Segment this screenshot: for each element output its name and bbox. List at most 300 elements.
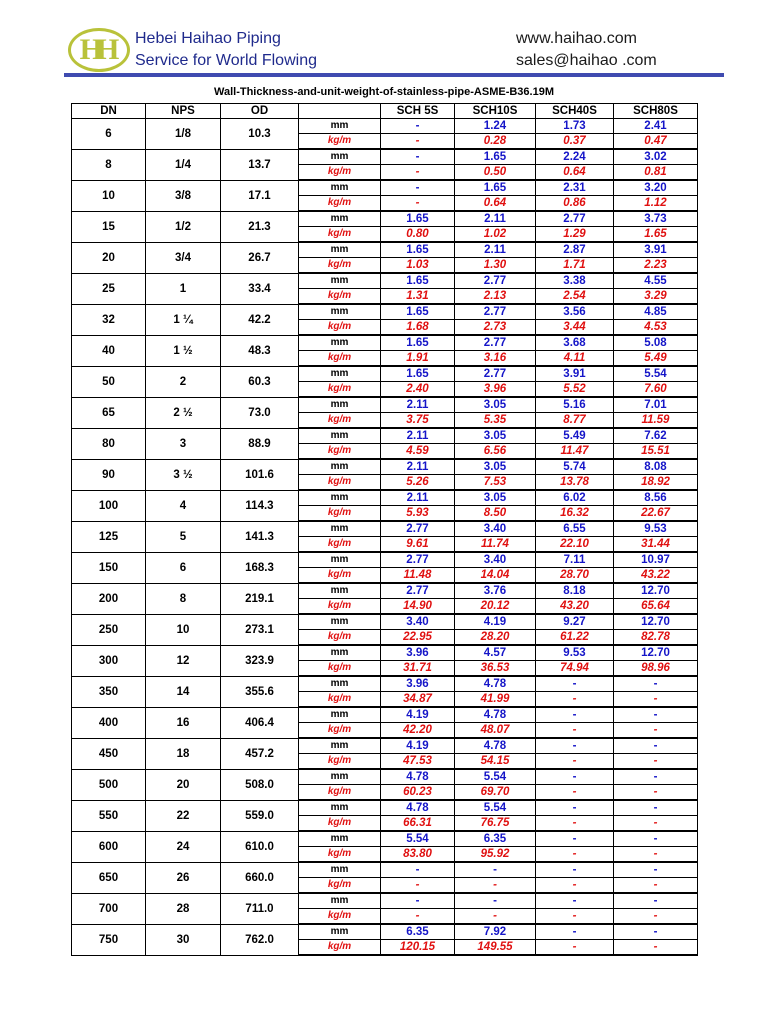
table-row-thickness (72, 676, 698, 692)
od-cell: 406.4 (221, 707, 299, 738)
thickness-sch5s-cell: 2.11 (381, 397, 455, 413)
dn-cell: 750 (72, 924, 146, 955)
table-header-row (72, 104, 698, 119)
weight-sch10s-cell: 3.96 (455, 382, 536, 398)
weight-sch80s-cell: 5.49 (614, 351, 698, 367)
table-title: Wall-Thickness-and-unit-weight-of-stainless-pipe-ASME-B36.19M (213, 86, 554, 98)
dn-cell: 350 (72, 676, 146, 707)
weight-sch10s-cell: 20.12 (455, 599, 536, 615)
od-cell: 33.4 (221, 273, 299, 304)
od-cell: 141.3 (221, 521, 299, 552)
nps-cell: 2 ½ (146, 397, 221, 428)
unit-mm-cell: mm (299, 924, 381, 940)
thickness-sch80s-cell: 12.70 (614, 614, 698, 630)
weight-sch80s-cell: 82.78 (614, 630, 698, 646)
unit-mm-cell: mm (299, 304, 381, 320)
weight-sch5s-cell: 66.31 (381, 816, 455, 832)
unit-kg-cell: kg/m (299, 661, 381, 677)
header-sch80s: SCH80S (614, 104, 698, 119)
weight-sch10s-cell: 5.35 (455, 413, 536, 429)
weight-sch40s-cell: - (536, 847, 614, 863)
thickness-sch80s-cell: 3.91 (614, 242, 698, 258)
thickness-sch80s-cell: 7.01 (614, 397, 698, 413)
thickness-sch40s-cell: - (536, 862, 614, 878)
weight-sch80s-cell: 7.60 (614, 382, 698, 398)
weight-sch5s-cell: 1.91 (381, 351, 455, 367)
header-unit (299, 104, 381, 119)
od-cell: 88.9 (221, 428, 299, 459)
weight-sch5s-cell: 83.80 (381, 847, 455, 863)
thickness-sch10s-cell: 4.78 (455, 707, 536, 723)
weight-sch10s-cell: 95.92 (455, 847, 536, 863)
od-cell: 711.0 (221, 893, 299, 924)
dn-cell: 700 (72, 893, 146, 924)
weight-sch10s-cell: 2.13 (455, 289, 536, 305)
dn-cell: 8 (72, 149, 146, 180)
nps-cell: 24 (146, 831, 221, 862)
weight-sch10s-cell: 28.20 (455, 630, 536, 646)
thickness-sch40s-cell: 9.27 (536, 614, 614, 630)
unit-mm-cell: mm (299, 676, 381, 692)
thickness-sch40s-cell: 2.87 (536, 242, 614, 258)
unit-mm-cell: mm (299, 397, 381, 413)
weight-sch80s-cell: 65.64 (614, 599, 698, 615)
pipe-schedule-table (71, 103, 698, 956)
thickness-sch10s-cell: 3.05 (455, 459, 536, 475)
thickness-sch80s-cell: - (614, 831, 698, 847)
weight-sch40s-cell: - (536, 692, 614, 708)
thickness-sch10s-cell: 4.57 (455, 645, 536, 661)
thickness-sch10s-cell: 2.77 (455, 366, 536, 382)
dn-cell: 500 (72, 769, 146, 800)
thickness-sch40s-cell: 3.56 (536, 304, 614, 320)
weight-sch80s-cell: 11.59 (614, 413, 698, 429)
header-sch40s: SCH40S (536, 104, 614, 119)
weight-sch10s-cell: 11.74 (455, 537, 536, 553)
thickness-sch40s-cell: 6.02 (536, 490, 614, 506)
thickness-sch5s-cell: 5.54 (381, 831, 455, 847)
thickness-sch80s-cell: 5.54 (614, 366, 698, 382)
email-link[interactable]: sales@haihao .com (516, 52, 657, 69)
thickness-sch40s-cell: 6.55 (536, 521, 614, 537)
weight-sch5s-cell: 1.68 (381, 320, 455, 336)
weight-sch5s-cell: 4.59 (381, 444, 455, 460)
nps-cell: 26 (146, 862, 221, 893)
thickness-sch5s-cell: 1.65 (381, 211, 455, 227)
weight-sch80s-cell: 43.22 (614, 568, 698, 584)
weight-sch40s-cell: 11.47 (536, 444, 614, 460)
table-row-thickness (72, 459, 698, 475)
thickness-sch80s-cell: - (614, 862, 698, 878)
weight-sch80s-cell: - (614, 940, 698, 956)
table-row-thickness (72, 862, 698, 878)
nps-cell: 12 (146, 645, 221, 676)
nps-cell: 8 (146, 583, 221, 614)
thickness-sch10s-cell: 3.05 (455, 490, 536, 506)
thickness-sch80s-cell: 3.20 (614, 180, 698, 196)
od-cell: 42.2 (221, 304, 299, 335)
nps-cell: 5 (146, 521, 221, 552)
weight-sch5s-cell: 34.87 (381, 692, 455, 708)
table-row-thickness (72, 304, 698, 320)
page-header (0, 0, 768, 80)
thickness-sch5s-cell: 1.65 (381, 242, 455, 258)
thickness-sch5s-cell: - (381, 862, 455, 878)
weight-sch5s-cell: 42.20 (381, 723, 455, 739)
thickness-sch40s-cell: - (536, 800, 614, 816)
thickness-sch10s-cell: - (455, 893, 536, 909)
weight-sch5s-cell: 14.90 (381, 599, 455, 615)
thickness-sch40s-cell: - (536, 707, 614, 723)
dn-cell: 200 (72, 583, 146, 614)
thickness-sch10s-cell: 2.77 (455, 335, 536, 351)
weight-sch40s-cell: 5.52 (536, 382, 614, 398)
unit-kg-cell: kg/m (299, 289, 381, 305)
unit-kg-cell: kg/m (299, 134, 381, 150)
thickness-sch10s-cell: 1.24 (455, 119, 536, 134)
unit-kg-cell: kg/m (299, 444, 381, 460)
unit-kg-cell: kg/m (299, 351, 381, 367)
thickness-sch5s-cell: 4.78 (381, 769, 455, 785)
nps-cell: 14 (146, 676, 221, 707)
nps-cell: 3 (146, 428, 221, 459)
weight-sch80s-cell: 1.65 (614, 227, 698, 243)
weight-sch10s-cell: 8.50 (455, 506, 536, 522)
nps-cell: 1 ½ (146, 335, 221, 366)
website-link[interactable]: www.haihao.com (516, 30, 637, 47)
dn-cell: 32 (72, 304, 146, 335)
unit-kg-cell: kg/m (299, 196, 381, 212)
unit-kg-cell: kg/m (299, 320, 381, 336)
weight-sch5s-cell: 0.80 (381, 227, 455, 243)
weight-sch40s-cell: 1.29 (536, 227, 614, 243)
unit-kg-cell: kg/m (299, 537, 381, 553)
thickness-sch40s-cell: 3.68 (536, 335, 614, 351)
thickness-sch5s-cell: 2.77 (381, 552, 455, 568)
weight-sch80s-cell: - (614, 723, 698, 739)
thickness-sch5s-cell: 4.78 (381, 800, 455, 816)
thickness-sch80s-cell: 3.02 (614, 149, 698, 165)
thickness-sch80s-cell: 2.41 (614, 119, 698, 134)
weight-sch40s-cell: - (536, 878, 614, 894)
dn-cell: 50 (72, 366, 146, 397)
thickness-sch40s-cell: 3.91 (536, 366, 614, 382)
od-cell: 101.6 (221, 459, 299, 490)
weight-sch10s-cell: 14.04 (455, 568, 536, 584)
thickness-sch5s-cell: 3.96 (381, 676, 455, 692)
thickness-sch5s-cell: 2.77 (381, 521, 455, 537)
table-row-thickness (72, 831, 698, 847)
thickness-sch5s-cell: 6.35 (381, 924, 455, 940)
unit-mm-cell: mm (299, 862, 381, 878)
thickness-sch10s-cell: 3.40 (455, 521, 536, 537)
weight-sch80s-cell: 0.81 (614, 165, 698, 181)
thickness-sch10s-cell: 3.05 (455, 397, 536, 413)
unit-mm-cell: mm (299, 490, 381, 506)
unit-mm-cell: mm (299, 831, 381, 847)
od-cell: 114.3 (221, 490, 299, 521)
thickness-sch5s-cell: - (381, 893, 455, 909)
weight-sch5s-cell: 120.15 (381, 940, 455, 956)
thickness-sch80s-cell: 8.08 (614, 459, 698, 475)
unit-kg-cell: kg/m (299, 413, 381, 429)
nps-cell: 3/8 (146, 180, 221, 211)
table-row-thickness (72, 119, 698, 134)
unit-mm-cell: mm (299, 893, 381, 909)
unit-mm-cell: mm (299, 335, 381, 351)
thickness-sch10s-cell: 1.65 (455, 149, 536, 165)
thickness-sch80s-cell: 10.97 (614, 552, 698, 568)
table-row-thickness (72, 583, 698, 599)
dn-cell: 100 (72, 490, 146, 521)
weight-sch10s-cell: 0.50 (455, 165, 536, 181)
company-name: Hebei Haihao Piping (135, 30, 281, 47)
thickness-sch40s-cell: - (536, 924, 614, 940)
weight-sch40s-cell: 8.77 (536, 413, 614, 429)
table-row-thickness (72, 769, 698, 785)
unit-mm-cell: mm (299, 149, 381, 165)
weight-sch10s-cell: 76.75 (455, 816, 536, 832)
thickness-sch5s-cell: 1.65 (381, 304, 455, 320)
dn-cell: 250 (72, 614, 146, 645)
weight-sch80s-cell: - (614, 754, 698, 770)
header-sch10s: SCH10S (455, 104, 536, 119)
thickness-sch80s-cell: - (614, 707, 698, 723)
od-cell: 273.1 (221, 614, 299, 645)
thickness-sch10s-cell: 1.65 (455, 180, 536, 196)
thickness-sch80s-cell: 3.73 (614, 211, 698, 227)
od-cell: 355.6 (221, 676, 299, 707)
weight-sch80s-cell: 0.47 (614, 134, 698, 150)
nps-cell: 30 (146, 924, 221, 955)
thickness-sch10s-cell: 4.78 (455, 738, 536, 754)
unit-mm-cell: mm (299, 769, 381, 785)
thickness-sch10s-cell: 3.76 (455, 583, 536, 599)
table-row-thickness (72, 397, 698, 413)
weight-sch80s-cell: - (614, 878, 698, 894)
weight-sch5s-cell: - (381, 196, 455, 212)
od-cell: 10.3 (221, 119, 299, 150)
unit-kg-cell: kg/m (299, 599, 381, 615)
thickness-sch80s-cell: - (614, 893, 698, 909)
thickness-sch10s-cell: 5.54 (455, 800, 536, 816)
unit-kg-cell: kg/m (299, 382, 381, 398)
thickness-sch5s-cell: - (381, 180, 455, 196)
od-cell: 21.3 (221, 211, 299, 242)
thickness-sch5s-cell: 2.11 (381, 459, 455, 475)
thickness-sch40s-cell: - (536, 893, 614, 909)
thickness-sch5s-cell: 2.77 (381, 583, 455, 599)
od-cell: 323.9 (221, 645, 299, 676)
contact-block (516, 28, 657, 72)
nps-cell: 4 (146, 490, 221, 521)
thickness-sch80s-cell: 7.62 (614, 428, 698, 444)
thickness-sch40s-cell: - (536, 769, 614, 785)
unit-mm-cell: mm (299, 707, 381, 723)
thickness-sch10s-cell: 5.54 (455, 769, 536, 785)
table-row-thickness (72, 490, 698, 506)
weight-sch80s-cell: 1.12 (614, 196, 698, 212)
unit-kg-cell: kg/m (299, 568, 381, 584)
table-row-thickness (72, 335, 698, 351)
od-cell: 219.1 (221, 583, 299, 614)
dn-cell: 25 (72, 273, 146, 304)
thickness-sch80s-cell: 12.70 (614, 645, 698, 661)
nps-cell: 1 ¼ (146, 304, 221, 335)
thickness-sch5s-cell: 1.65 (381, 335, 455, 351)
weight-sch5s-cell: 5.26 (381, 475, 455, 491)
thickness-sch10s-cell: 2.11 (455, 242, 536, 258)
dn-cell: 300 (72, 645, 146, 676)
weight-sch40s-cell: 16.32 (536, 506, 614, 522)
table-row-thickness (72, 366, 698, 382)
weight-sch40s-cell: 0.86 (536, 196, 614, 212)
weight-sch5s-cell: 1.31 (381, 289, 455, 305)
weight-sch5s-cell: 3.75 (381, 413, 455, 429)
thickness-sch80s-cell: 8.56 (614, 490, 698, 506)
table-row-thickness (72, 738, 698, 754)
unit-mm-cell: mm (299, 211, 381, 227)
weight-sch10s-cell: 0.28 (455, 134, 536, 150)
thickness-sch10s-cell: 2.77 (455, 304, 536, 320)
table-row-thickness (72, 614, 698, 630)
table-row-thickness (72, 242, 698, 258)
dn-cell: 65 (72, 397, 146, 428)
header-sch5s: SCH 5S (381, 104, 455, 119)
weight-sch10s-cell: 36.53 (455, 661, 536, 677)
unit-kg-cell: kg/m (299, 785, 381, 801)
thickness-sch5s-cell: - (381, 119, 455, 134)
table-row-thickness (72, 924, 698, 940)
thickness-sch10s-cell: 7.92 (455, 924, 536, 940)
thickness-sch10s-cell: 4.19 (455, 614, 536, 630)
dn-cell: 150 (72, 552, 146, 583)
thickness-sch40s-cell: 5.74 (536, 459, 614, 475)
thickness-sch5s-cell: 4.19 (381, 707, 455, 723)
od-cell: 559.0 (221, 800, 299, 831)
nps-cell: 2 (146, 366, 221, 397)
od-cell: 17.1 (221, 180, 299, 211)
dn-cell: 600 (72, 831, 146, 862)
header-dn: DN (72, 104, 146, 119)
weight-sch40s-cell: 4.11 (536, 351, 614, 367)
weight-sch10s-cell: 1.30 (455, 258, 536, 274)
thickness-sch40s-cell: 9.53 (536, 645, 614, 661)
thickness-sch40s-cell: 2.31 (536, 180, 614, 196)
table-row-thickness (72, 645, 698, 661)
weight-sch5s-cell: - (381, 134, 455, 150)
weight-sch10s-cell: 48.07 (455, 723, 536, 739)
od-cell: 48.3 (221, 335, 299, 366)
weight-sch10s-cell: - (455, 878, 536, 894)
nps-cell: 3 ½ (146, 459, 221, 490)
weight-sch10s-cell: 41.99 (455, 692, 536, 708)
thickness-sch80s-cell: - (614, 769, 698, 785)
weight-sch40s-cell: - (536, 816, 614, 832)
thickness-sch10s-cell: - (455, 862, 536, 878)
weight-sch5s-cell: 47.53 (381, 754, 455, 770)
nps-cell: 16 (146, 707, 221, 738)
thickness-sch40s-cell: 5.49 (536, 428, 614, 444)
weight-sch80s-cell: - (614, 847, 698, 863)
thickness-sch5s-cell: 3.96 (381, 645, 455, 661)
unit-mm-cell: mm (299, 583, 381, 599)
weight-sch80s-cell: - (614, 692, 698, 708)
company-slogan: Service for World Flowing (135, 52, 317, 69)
weight-sch40s-cell: 2.54 (536, 289, 614, 305)
weight-sch40s-cell: 43.20 (536, 599, 614, 615)
unit-mm-cell: mm (299, 459, 381, 475)
weight-sch40s-cell: 1.71 (536, 258, 614, 274)
unit-mm-cell: mm (299, 738, 381, 754)
weight-sch80s-cell: 3.29 (614, 289, 698, 305)
unit-mm-cell: mm (299, 366, 381, 382)
unit-kg-cell: kg/m (299, 227, 381, 243)
weight-sch5s-cell: 2.40 (381, 382, 455, 398)
weight-sch10s-cell: 54.15 (455, 754, 536, 770)
od-cell: 73.0 (221, 397, 299, 428)
thickness-sch5s-cell: 4.19 (381, 738, 455, 754)
thickness-sch80s-cell: 9.53 (614, 521, 698, 537)
weight-sch40s-cell: - (536, 754, 614, 770)
thickness-sch40s-cell: 2.24 (536, 149, 614, 165)
unit-kg-cell: kg/m (299, 258, 381, 274)
weight-sch10s-cell: 0.64 (455, 196, 536, 212)
thickness-sch40s-cell: 5.16 (536, 397, 614, 413)
unit-kg-cell: kg/m (299, 475, 381, 491)
thickness-sch10s-cell: 4.78 (455, 676, 536, 692)
weight-sch40s-cell: 13.78 (536, 475, 614, 491)
table-row-thickness (72, 552, 698, 568)
unit-mm-cell: mm (299, 273, 381, 289)
weight-sch80s-cell: 31.44 (614, 537, 698, 553)
weight-sch5s-cell: 11.48 (381, 568, 455, 584)
dn-cell: 80 (72, 428, 146, 459)
thickness-sch80s-cell: - (614, 738, 698, 754)
table-row-thickness (72, 273, 698, 289)
thickness-sch5s-cell: 1.65 (381, 366, 455, 382)
thickness-sch40s-cell: - (536, 738, 614, 754)
dn-cell: 10 (72, 180, 146, 211)
dn-cell: 650 (72, 862, 146, 893)
thickness-sch80s-cell: 4.85 (614, 304, 698, 320)
nps-cell: 10 (146, 614, 221, 645)
unit-mm-cell: mm (299, 119, 381, 134)
nps-cell: 28 (146, 893, 221, 924)
weight-sch40s-cell: 3.44 (536, 320, 614, 336)
weight-sch40s-cell: 0.64 (536, 165, 614, 181)
thickness-sch5s-cell: 2.11 (381, 490, 455, 506)
dn-cell: 15 (72, 211, 146, 242)
weight-sch80s-cell: 22.67 (614, 506, 698, 522)
od-cell: 457.2 (221, 738, 299, 769)
thickness-sch10s-cell: 3.40 (455, 552, 536, 568)
unit-mm-cell: mm (299, 800, 381, 816)
header-od: OD (221, 104, 299, 119)
weight-sch80s-cell: - (614, 816, 698, 832)
unit-kg-cell: kg/m (299, 723, 381, 739)
header-nps: NPS (146, 104, 221, 119)
thickness-sch40s-cell: 8.18 (536, 583, 614, 599)
table-row-thickness (72, 211, 698, 227)
nps-cell: 20 (146, 769, 221, 800)
header-divider (64, 73, 724, 77)
weight-sch5s-cell: 1.03 (381, 258, 455, 274)
unit-mm-cell: mm (299, 180, 381, 196)
od-cell: 508.0 (221, 769, 299, 800)
dn-cell: 40 (72, 335, 146, 366)
table-row-thickness (72, 149, 698, 165)
